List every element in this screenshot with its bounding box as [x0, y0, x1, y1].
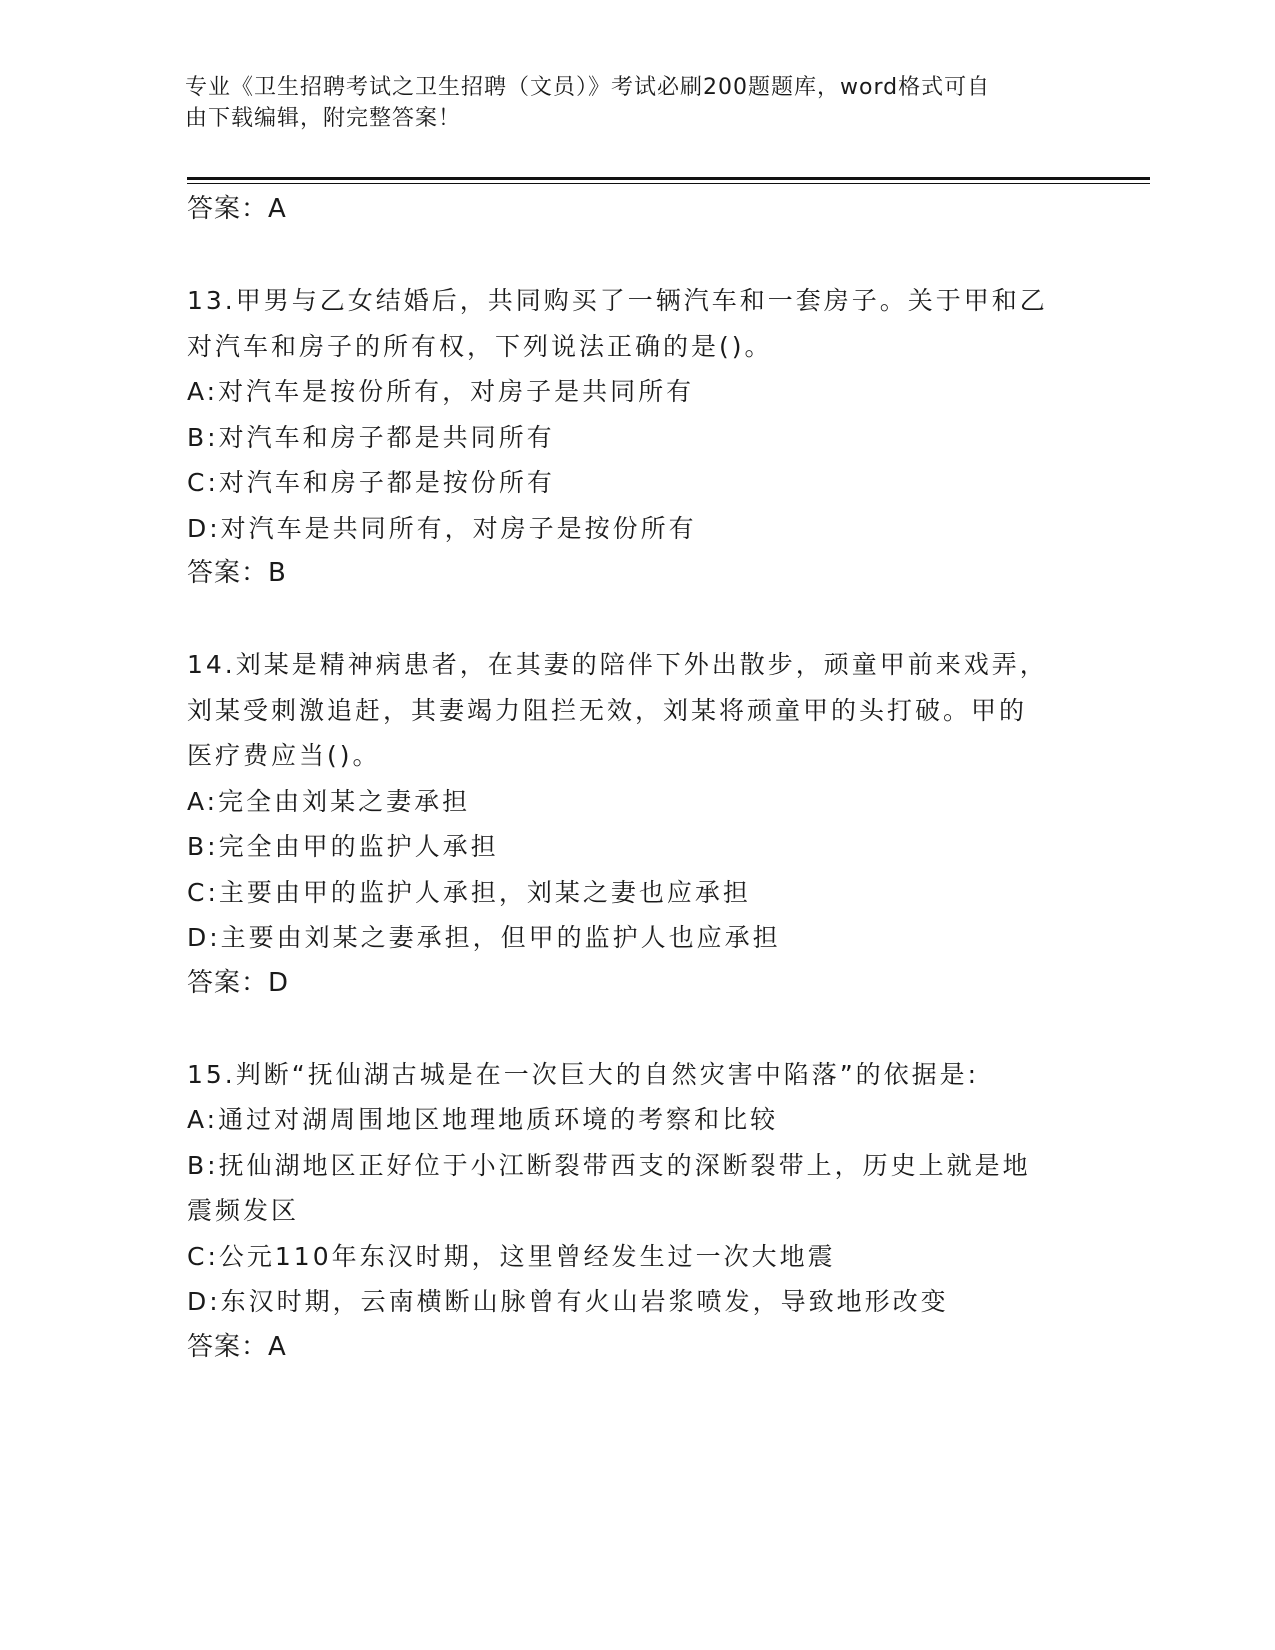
option-c: C:主要由甲的监护人承担，刘某之妻也应承担 [187, 877, 751, 907]
option-b: B:对汽车和房子都是共同所有 [187, 422, 555, 452]
question-block [187, 1052, 1087, 1371]
spacer [187, 597, 1087, 643]
answer-label: 答案：A [187, 1331, 287, 1362]
option-a: A:通过对湖周围地区地理地质环境的考察和比较 [187, 1105, 779, 1134]
spacer [187, 1006, 1087, 1052]
question-stem-line: 14.刘某是精神病患者，在其妻的陪伴下外出散步，顽童甲前来戏弄， [187, 650, 1048, 679]
option-a: A:对汽车是按份所有，对房子是共同所有 [187, 377, 695, 406]
option-c: C:公元110年东汉时期，这里曾经发生过一次大地震 [187, 1241, 836, 1271]
question-block [187, 278, 1087, 597]
header-line-2: 由下载编辑，附完整答案！ [185, 106, 462, 131]
question-stem-line: 医疗费应当()。 [187, 741, 381, 770]
option-c: C:对汽车和房子都是按份所有 [187, 468, 555, 497]
question-stem-line: 15.判断“抚仙湖古城是在一次巨大的自然灾害中陷落”的依据是: [187, 1059, 980, 1089]
spacer [187, 233, 1087, 279]
option-b: B:抚仙湖地区正好位于小江断裂带西支的深断裂带上，历史上就是地 [187, 1150, 1031, 1180]
previous-answer: 答案：A [187, 194, 287, 224]
question-stem-line: 刘某受刺激追赶，其妻竭力阻拦无效，刘某将顽童甲的头打破。甲的 [187, 695, 1028, 725]
option-d: D:东汉时期，云南横断山脉曾有火山岩浆喷发，导致地形改变 [187, 1287, 949, 1316]
option-b-continued: 震频发区 [187, 1196, 300, 1225]
option-d: D:对汽车是共同所有，对房子是按份所有 [187, 513, 697, 543]
question-stem-line: 13.甲男与乙女结婚后，共同购买了一辆汽车和一套房子。关于甲和乙 [187, 286, 1048, 315]
option-a: A:完全由刘某之妻承担 [187, 786, 471, 816]
answer-label: 答案：B [187, 558, 287, 588]
header-rule-thick [187, 177, 1150, 180]
document-header [185, 72, 1065, 134]
header-line-1: 专业《卫生招聘考试之卫生招聘（文员）》考试必刷200题题库，word格式可自 [185, 75, 991, 100]
answer-label: 答案：D [187, 967, 290, 998]
question-stem-line: 对汽车和房子的所有权，下列说法正确的是()。 [187, 331, 773, 361]
header-rule-thin [187, 183, 1150, 184]
option-d: D:主要由刘某之妻承担，但甲的监护人也应承担 [187, 923, 781, 952]
question-block [187, 642, 1087, 1006]
question-content [187, 187, 1087, 1370]
option-b: B:完全由甲的监护人承担 [187, 832, 499, 861]
